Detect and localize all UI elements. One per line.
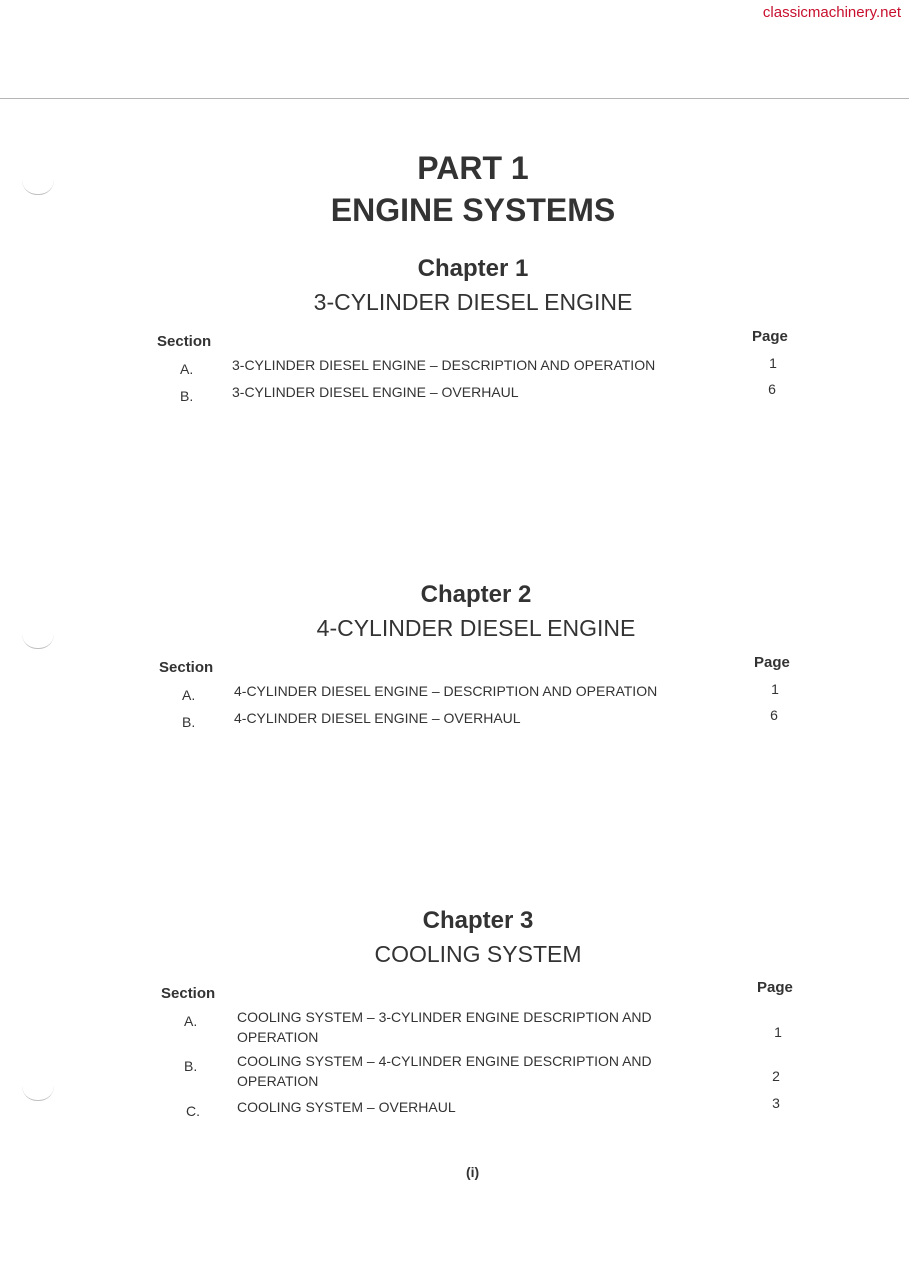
chapter-name: COOLING SYSTEM xyxy=(374,941,582,967)
top-rule xyxy=(0,98,909,99)
entry-letter: B. xyxy=(182,714,196,730)
entry-letter: B. xyxy=(184,1058,198,1074)
entry-page: 1 xyxy=(771,681,779,697)
entry-title: 3-CYLINDER DIESEL ENGINE – DESCRIPTION AND OPERATION xyxy=(232,357,656,373)
page-header: Page xyxy=(752,328,788,345)
entry-page: 3 xyxy=(772,1095,780,1111)
chapter-number: Chapter 3 xyxy=(422,907,534,934)
entry-page: 6 xyxy=(768,381,776,397)
page-header: Page xyxy=(754,654,790,671)
entry-letter: A. xyxy=(180,361,194,377)
section-header: Section xyxy=(159,659,214,676)
chapter-number: Chapter 1 xyxy=(417,255,529,282)
entry-page: 2 xyxy=(772,1068,780,1084)
entry-title: COOLING SYSTEM – 4-CYLINDER ENGINE DESCRIPTION AND OPERATION xyxy=(237,1053,652,1089)
page-folio: (i) xyxy=(466,1164,480,1180)
chapter-number: Chapter 2 xyxy=(420,581,532,608)
entry-title: 4-CYLINDER DIESEL ENGINE – OVERHAUL xyxy=(234,710,521,726)
entry-page: 1 xyxy=(769,355,777,371)
entry-title: COOLING SYSTEM – OVERHAUL xyxy=(237,1099,456,1115)
chapter-name: 4-CYLINDER DIESEL ENGINE xyxy=(316,615,636,641)
entry-title: 3-CYLINDER DIESEL ENGINE – OVERHAUL xyxy=(232,384,519,400)
chapter-name: 3-CYLINDER DIESEL ENGINE xyxy=(313,289,633,315)
entry-title: 4-CYLINDER DIESEL ENGINE – DESCRIPTION AND OPERATION xyxy=(234,683,658,699)
entry-letter: B. xyxy=(180,388,194,404)
part-subtitle: ENGINE SYSTEMS xyxy=(330,192,616,228)
watermark-text: classicmachinery.net xyxy=(762,4,901,21)
part-title: PART 1 xyxy=(417,150,529,186)
entry-letter: C. xyxy=(186,1103,200,1119)
entry-page: 6 xyxy=(770,707,778,723)
page-header: Page xyxy=(757,979,793,996)
binder-hole-mark xyxy=(22,1086,54,1101)
section-header: Section xyxy=(161,985,216,1002)
entry-letter: A. xyxy=(182,687,196,703)
section-header: Section xyxy=(157,333,212,350)
entry-title: COOLING SYSTEM – 3-CYLINDER ENGINE DESCRIPTION AND OPERATION xyxy=(237,1009,652,1045)
entry-page: 1 xyxy=(774,1024,782,1040)
entry-letter: A. xyxy=(184,1013,198,1029)
